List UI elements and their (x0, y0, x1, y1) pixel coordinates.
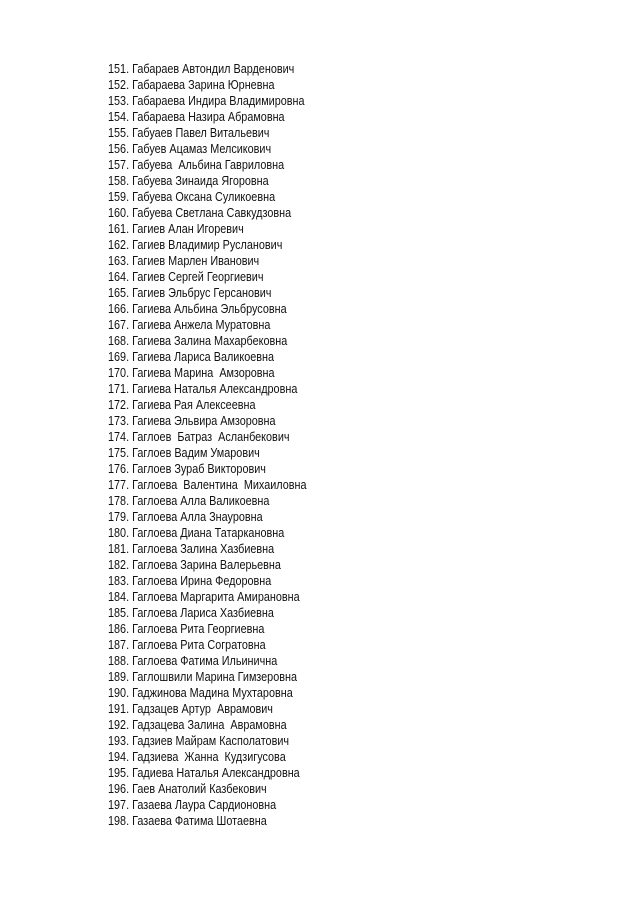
list-item (108, 349, 307, 365)
item-number: 156. (108, 142, 130, 156)
list-item (108, 637, 307, 653)
item-number: 169. (108, 350, 130, 364)
person-name: Гаглоева Диана Татаркановна (132, 526, 285, 540)
list-item (108, 141, 307, 157)
person-name: Гаглоева Лариса Хазбиевна (132, 606, 274, 620)
person-name: Гаглошвили Марина Гимзеровна (132, 670, 297, 684)
person-name: Гаглоева Маргарита Амирановна (132, 590, 300, 604)
item-number: 193. (108, 734, 130, 748)
person-name: Габуева Альбина Гавриловна (132, 158, 285, 172)
person-name: Габуева Светлана Савкудзовна (132, 206, 292, 220)
item-number: 187. (108, 638, 130, 652)
person-name: Габараева Назира Абрамовна (132, 110, 285, 124)
item-number: 163. (108, 254, 130, 268)
list-item (108, 285, 307, 301)
item-number: 180. (108, 526, 130, 540)
list-item (108, 509, 307, 525)
person-name: Гадзиев Майрам Касполатович (132, 734, 290, 748)
list-item (108, 365, 307, 381)
person-name: Газаева Фатима Шотаевна (132, 814, 267, 828)
list-item (108, 797, 307, 813)
list-item (108, 413, 307, 429)
list-item (108, 653, 307, 669)
list-item (108, 77, 307, 93)
item-number: 154. (108, 110, 130, 124)
person-name: Газаева Лаура Сардионовна (132, 798, 277, 812)
person-name: Гагиева Лариса Валикоевна (132, 350, 275, 364)
list-item (108, 765, 307, 781)
item-number: 178. (108, 494, 130, 508)
person-name: Гаглоева Ирина Федоровна (132, 574, 272, 588)
item-number: 170. (108, 366, 130, 380)
person-name: Гагиев Владимир Русланович (132, 238, 283, 252)
item-number: 175. (108, 446, 130, 460)
person-name: Гаглоева Рита Согратовна (132, 638, 266, 652)
person-name: Гагиева Залина Махарбековна (132, 334, 288, 348)
list-item (108, 685, 307, 701)
list-item (108, 189, 307, 205)
item-number: 165. (108, 286, 130, 300)
person-name: Гаглоев Зураб Викторович (132, 462, 266, 476)
list-item (108, 589, 307, 605)
person-name: Гагиева Эльвира Амзоровна (132, 414, 276, 428)
person-name: Гаглоева Залина Хазбиевна (132, 542, 275, 556)
list-item (108, 781, 307, 797)
item-number: 185. (108, 606, 130, 620)
item-number: 181. (108, 542, 130, 556)
list-item (108, 125, 307, 141)
list-item (108, 605, 307, 621)
item-number: 173. (108, 414, 130, 428)
list-item (108, 733, 307, 749)
person-name: Гаглоев Вадим Умарович (132, 446, 260, 460)
person-name: Гагиева Альбина Эльбрусовна (132, 302, 287, 316)
item-number: 159. (108, 190, 130, 204)
list-item (108, 253, 307, 269)
list-item (108, 525, 307, 541)
list-item (108, 477, 307, 493)
person-name: Гадзацев Артур Аврамович (132, 702, 273, 716)
person-name: Гагиев Сергей Георгиевич (132, 270, 264, 284)
item-number: 168. (108, 334, 130, 348)
item-number: 188. (108, 654, 130, 668)
list-item (108, 93, 307, 109)
item-number: 152. (108, 78, 130, 92)
person-name: Гагиева Марина Амзоровна (132, 366, 275, 380)
list-item (108, 541, 307, 557)
item-number: 160. (108, 206, 130, 220)
item-number: 197. (108, 798, 130, 812)
list-item (108, 237, 307, 253)
item-number: 172. (108, 398, 130, 412)
list-item (108, 557, 307, 573)
person-name: Гагиев Алан Игоревич (132, 222, 244, 236)
item-number: 164. (108, 270, 130, 284)
list-item (108, 157, 307, 173)
person-name: Гаглоева Рита Георгиевна (132, 622, 265, 636)
list-item (108, 573, 307, 589)
name-list (108, 61, 339, 829)
person-name: Габуев Ацамаз Мелсикович (132, 142, 272, 156)
list-item (108, 445, 307, 461)
item-number: 171. (108, 382, 130, 396)
item-number: 189. (108, 670, 130, 684)
person-name: Габараева Индира Владимировна (132, 94, 305, 108)
list-item (108, 429, 307, 445)
item-number: 158. (108, 174, 130, 188)
list-item (108, 701, 307, 717)
list-item (108, 269, 307, 285)
person-name: Гаглоева Алла Валикоевна (132, 494, 270, 508)
item-number: 194. (108, 750, 130, 764)
person-name: Гаглоев Батраз Асланбекович (132, 430, 290, 444)
list-item (108, 749, 307, 765)
list-item (108, 333, 307, 349)
list-item (108, 461, 307, 477)
person-name: Гаглоева Алла Знауровна (132, 510, 263, 524)
person-name: Гаев Анатолий Казбекович (132, 782, 267, 796)
list-item (108, 173, 307, 189)
person-name: Гагиева Анжела Муратовна (132, 318, 271, 332)
item-number: 151. (108, 62, 130, 76)
person-name: Гагиев Эльбрус Герсанович (132, 286, 272, 300)
person-name: Габуаев Павел Витальевич (132, 126, 270, 140)
item-number: 195. (108, 766, 130, 780)
person-name: Габуева Зинаида Ягоровна (132, 174, 269, 188)
item-number: 174. (108, 430, 130, 444)
person-name: Гадзацева Залина Аврамовна (132, 718, 287, 732)
person-name: Габуева Оксана Суликоевна (132, 190, 276, 204)
person-name: Гагиева Рая Алексеевна (132, 398, 256, 412)
list-item (108, 61, 307, 77)
item-number: 162. (108, 238, 130, 252)
list-item (108, 109, 307, 125)
list-item (108, 493, 307, 509)
person-name: Габараев Автондил Варденович (132, 62, 295, 76)
list-item (108, 301, 307, 317)
list-item (108, 221, 307, 237)
list-item (108, 317, 307, 333)
item-number: 166. (108, 302, 130, 316)
item-number: 167. (108, 318, 130, 332)
item-number: 177. (108, 478, 130, 492)
person-name: Гаглоева Валентина Михаиловна (132, 478, 307, 492)
item-number: 186. (108, 622, 130, 636)
list-item (108, 381, 307, 397)
item-number: 182. (108, 558, 130, 572)
list-item (108, 813, 307, 829)
item-number: 191. (108, 702, 130, 716)
list-item (108, 669, 307, 685)
item-number: 157. (108, 158, 130, 172)
person-name: Гадзиева Жанна Кудзигусова (132, 750, 286, 764)
item-number: 176. (108, 462, 130, 476)
person-name: Гаглоева Фатима Ильинична (132, 654, 278, 668)
item-number: 155. (108, 126, 130, 140)
list-item (108, 205, 307, 221)
list-item (108, 621, 307, 637)
person-name: Габараева Зарина Юрневна (132, 78, 275, 92)
list-item (108, 717, 307, 733)
item-number: 153. (108, 94, 130, 108)
item-number: 179. (108, 510, 130, 524)
item-number: 190. (108, 686, 130, 700)
item-number: 184. (108, 590, 130, 604)
item-number: 161. (108, 222, 130, 236)
item-number: 198. (108, 814, 130, 828)
item-number: 196. (108, 782, 130, 796)
person-name: Гагиев Марлен Иванович (132, 254, 260, 268)
person-name: Гадиева Наталья Александровна (132, 766, 300, 780)
person-name: Гаглоева Зарина Валерьевна (132, 558, 281, 572)
person-name: Гагиева Наталья Александровна (132, 382, 298, 396)
list-item (108, 397, 307, 413)
person-name: Гаджинова Мадина Мухтаровна (132, 686, 293, 700)
item-number: 183. (108, 574, 130, 588)
item-number: 192. (108, 718, 130, 732)
